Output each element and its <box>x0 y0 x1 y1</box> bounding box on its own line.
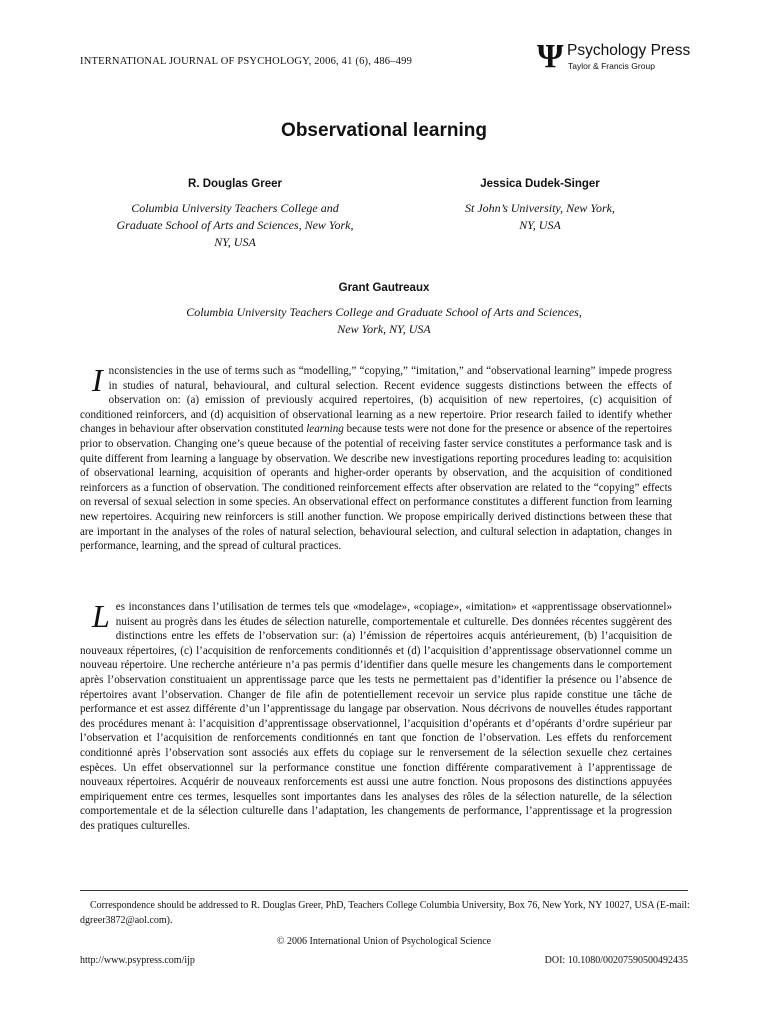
abstract-text: nconsistencies in the use of terms such as “modelling,” “copying,” “imitation,” and “observational learning” impede progress in studies of natural, behavioural, and cultural selection. Recent evidence suggests distinctions between the effects of observation on: (a) emission of previously acquired repertoires, (b) acquisition of new repertoires, (c) acquisition of conditioned reinforcers, and (d) acquisition of observational learning as a new repertoire. Prior research failed to identify whether changes in behaviour after observation constituted <box>80 365 672 436</box>
author-name: Grant Gautreaux <box>338 282 430 294</box>
abstract-text: because tests were not done for the presence or absence of the repertoires prior to observation. Changing one’s queue because of the potential of receiving faster service constitutes a performance task and is quite different from learning a language by observation. We describe new investigations reporting procedures leading to: acquisition of observational learning, acquisition of operants and higher-order operants by observation, and the acquisition of conditioned reinforcers as a function of observation. The conditioned reinforcement effects after observation are related to the “copying” effects on reversal of sexual selection in some species. An observational effect on performance constitutes a different function from learning new repertoires. Acquiring new reinforcers is still another function. We propose empirically derived distinctions between these that are important in the analyses of the roles of natural selection, behavioural selection, and cultural selection in adaptation, changes in performance, learning, and the spread of cultural practices. <box>80 423 672 553</box>
author-affiliation <box>80 304 688 338</box>
doi: DOI: 10.1080/00207590500492435 <box>544 955 688 966</box>
correspondence-note: Correspondence should be addressed to R. Douglas Greer, PhD, Teachers College Columbia University, Box 76, New York, NY 10027, USA (E-mail: dgreer3872@aol.com). <box>80 900 690 926</box>
copyright-line: © 2006 International Union of Psychological Science <box>276 936 492 947</box>
abstract-french <box>80 600 672 834</box>
affiliation-line: Columbia University Teachers College and Graduate School of Arts and Sciences, <box>186 305 582 319</box>
footnote-divider <box>80 890 688 891</box>
emphasis-word: learning <box>306 423 344 436</box>
affiliation-line: NY, USA <box>519 218 561 232</box>
affiliation-line: Columbia University Teachers College and <box>131 201 339 215</box>
journal-url[interactable]: http://www.psypress.com/ijp <box>80 955 195 966</box>
drop-cap: L <box>92 598 110 634</box>
psi-logo-icon: Ψ <box>537 38 564 75</box>
abstract-text: es inconstances dans l’utilisation de termes tels que «modelage», «copiage», «imitation» et «apprentissage observationnel» nuisent au progrès dans les études de sélection naturelle, comportementale et culturelle. Des données récentes suggèrent des distinctions entre les effets de l’observation sur: (a) l’émission de répertoires acquis antérieurement, (b) l’acquisition de nouveaux répertoires, (c) l’acquisition de renforcements conditionnés et (d) l’acquisition d’apprentissage observationnel comme un nouveau répertoire. Une recherche antérieure n’a pas permis d’identifier dans quelle mesure les changements dans le comportement après l’observation constituaient un apprentissage parce que les tests ne permettaient pas d’identifier la présence ou l’absence de répertoires avant l’observation. Changer de file afin de potentiellement recevoir un service plus rapide constitue une tâche de performance et est assez différente d’un l’apprentissage du langage par observation. Nous décrivons de nouvelles études rapportant des procédures menant à: l’acquisition d’apprentissage observationnel, l’acquisition d’opérants et d’opérants d’ordre supérieur par l’observation et l’acquisition de renforcements conditionnés en tant que fonction de l’observation. Les effets du renforcement conditionné après l’observation sont associés aux effets du copiage sur le renversement de la sélection sexuelle chez certaines espèces. Un effet observationnel sur la performance constitue une fonction différente comparativement à l’apprentissage de nouveaux répertoires. Acquérir de nouveaux renforcements est aussi une autre fonction. Nous proposons des distinctions appuyées empiriquement entre ces termes, lesquelles sont importantes dans les analyses des rôles de la sélection naturelle, de la sélection comportementale et de la sélection culturelle dans l’adaptation, les changements de performance, l’apprentissage et la progression des pratiques culturelles. <box>80 601 672 832</box>
author-affiliation <box>405 200 675 234</box>
affiliation-line: St John’s University, New York, <box>464 201 615 215</box>
affiliation-line: New York, NY, USA <box>337 322 431 336</box>
affiliation-line: NY, USA <box>214 235 256 249</box>
journal-citation: INTERNATIONAL JOURNAL OF PSYCHOLOGY, 2006, 41 (6), 486–499 <box>80 56 413 67</box>
publisher-logo-block <box>537 40 717 76</box>
author-name: Jessica Dudek-Singer <box>480 178 600 190</box>
article-title: Observational learning <box>281 120 487 141</box>
abstract-english <box>80 364 672 554</box>
affiliation-line: Graduate School of Arts and Sciences, New York, <box>116 218 354 232</box>
publisher-name: Psychology Press <box>567 42 691 59</box>
drop-cap: I <box>92 362 103 398</box>
author-affiliation <box>60 200 410 251</box>
publisher-group: Taylor & Francis Group <box>568 61 655 71</box>
author-name: R. Douglas Greer <box>188 178 282 190</box>
